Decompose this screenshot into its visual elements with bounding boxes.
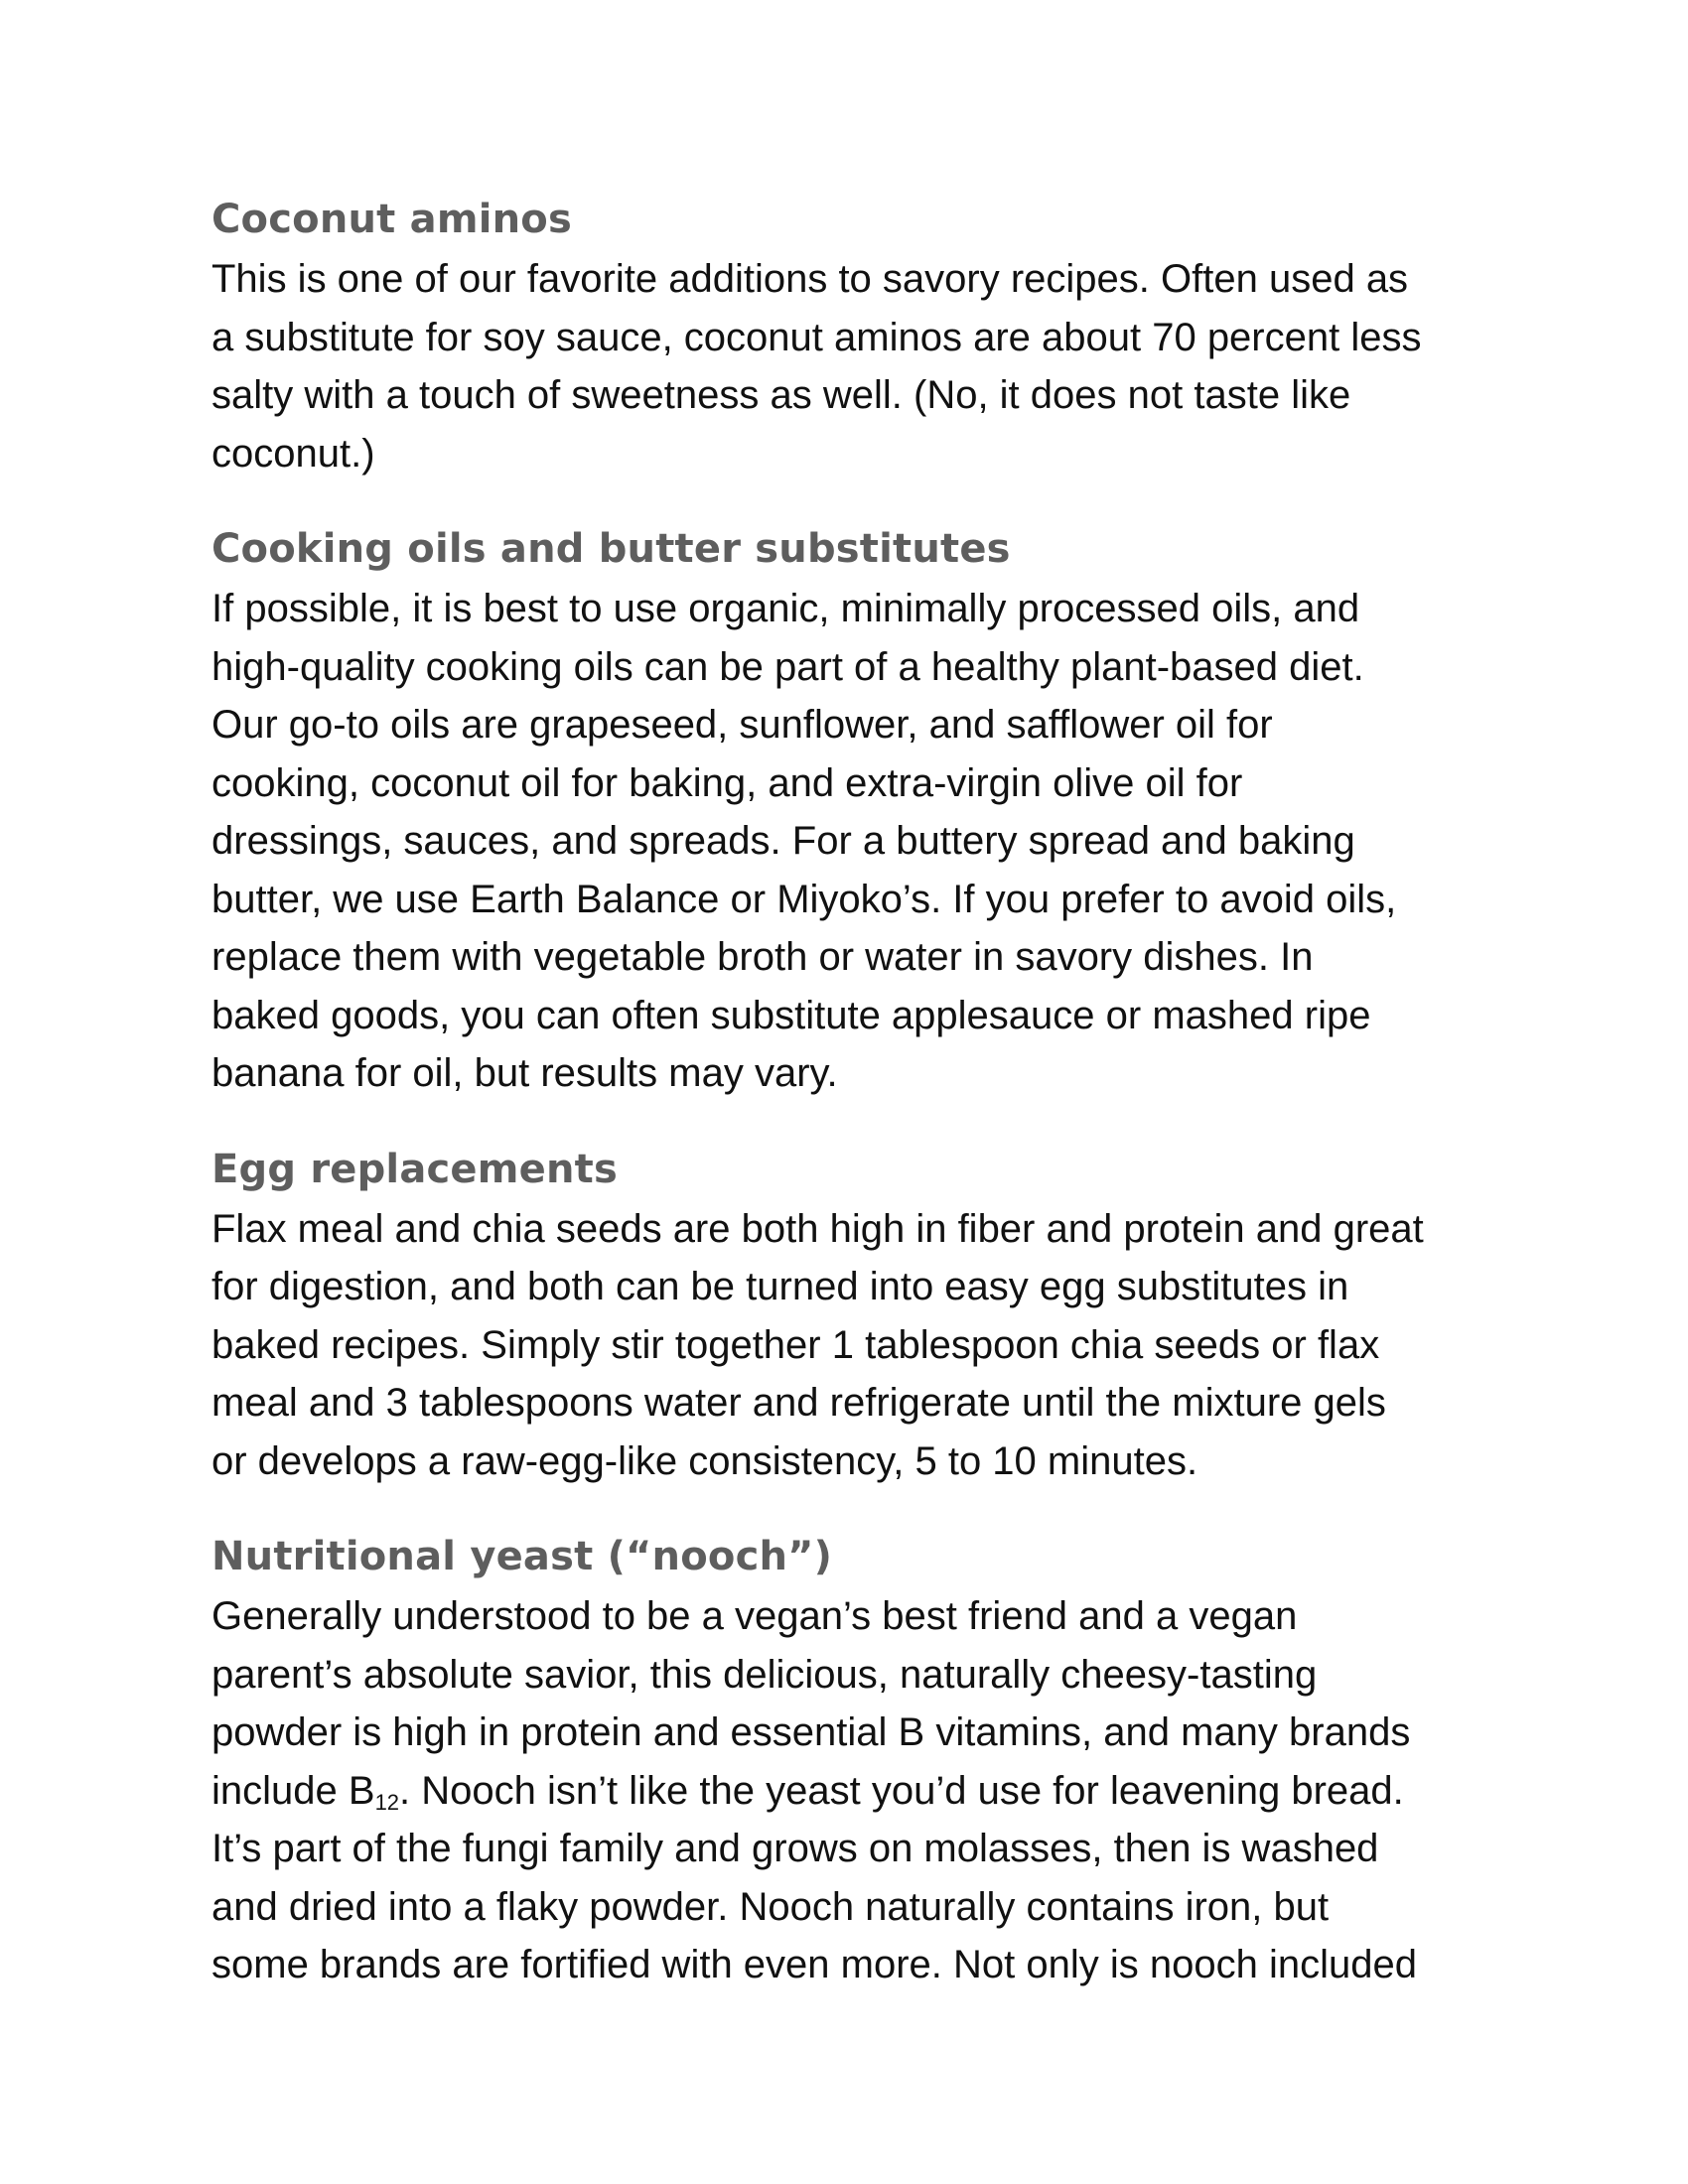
body-line: a substitute for soy sauce, coconut aminos are about 70 percent less (211, 315, 1422, 359)
b12-after: . Nooch isn’t like the yeast you’d use for leavening bread. (399, 1768, 1404, 1813)
body-line: parent’s absolute savior, this delicious, naturally cheesy-tasting (211, 1652, 1318, 1697)
body-line: Generally understood to be a vegan’s best friend and a vegan (211, 1594, 1298, 1638)
body-line: or develops a raw-egg-like consistency, 5 to 10 minutes. (211, 1438, 1198, 1483)
section-cooking-oils (211, 518, 1502, 1103)
section-heading: Nutritional yeast (“nooch”) (211, 1534, 833, 1579)
section-heading: Coconut aminos (211, 197, 572, 242)
section-heading: Cooking oils and butter substitutes (211, 526, 1011, 572)
body-line: butter, we use Earth Balance or Miyoko’s. If you prefer to avoid oils, (211, 877, 1397, 921)
body-line: This is one of our favorite additions to savory recipes. Often used as (211, 257, 1409, 301)
body-line: dressings, sauces, and spreads. For a buttery spread and baking (211, 819, 1355, 863)
section-coconut-aminos (211, 189, 1502, 482)
body-line: Flax meal and chia seeds are both high in fiber and protein and great (211, 1206, 1424, 1251)
body-line: banana for oil, but results may vary. (211, 1051, 838, 1095)
section-egg-replacements (211, 1139, 1502, 1491)
body-line: coconut.) (211, 431, 375, 476)
section-nutritional-yeast (211, 1526, 1502, 1994)
body-line: high-quality cooking oils can be part of a healthy plant-based diet. (211, 644, 1364, 689)
section-body (211, 1200, 1502, 1491)
document-page (211, 189, 1502, 2030)
body-line: and dried into a flaky powder. Nooch naturally contains iron, but (211, 1884, 1330, 1929)
section-body (211, 250, 1502, 482)
section-heading: Egg replacements (211, 1146, 618, 1192)
body-line: If possible, it is best to use organic, minimally processed oils, and (211, 587, 1360, 630)
body-line: some brands are fortified with even more. Not only is nooch included (211, 1943, 1417, 1986)
body-line: for digestion, and both can be turned into easy egg substitutes in (211, 1265, 1349, 1308)
body-line: Our go-to oils are grapeseed, sunflower, and safflower oil for (211, 703, 1273, 747)
b12-subscript: 12 (374, 1789, 400, 1815)
body-line: cooking, coconut oil for baking, and extra-virgin olive oil for (211, 760, 1243, 805)
body-line: baked goods, you can often substitute applesauce or mashed ripe (211, 993, 1371, 1037)
body-line: replace them with vegetable broth or water in savory dishes. In (211, 935, 1314, 979)
body-line: It’s part of the fungi family and grows on molasses, then is washed (211, 1827, 1379, 1870)
section-body (211, 580, 1502, 1103)
body-line: meal and 3 tablespoons water and refrigerate until the mixture gels (211, 1381, 1386, 1425)
b12-before: include B (211, 1768, 375, 1813)
body-line: powder is high in protein and essential B vitamins, and many brands (211, 1710, 1411, 1754)
body-line: salty with a touch of sweetness as well. (No, it does not taste like (211, 373, 1351, 417)
section-body (211, 1587, 1502, 1994)
body-line-b12 (211, 1762, 1502, 1821)
body-line: baked recipes. Simply stir together 1 tablespoon chia seeds or flax (211, 1322, 1380, 1367)
